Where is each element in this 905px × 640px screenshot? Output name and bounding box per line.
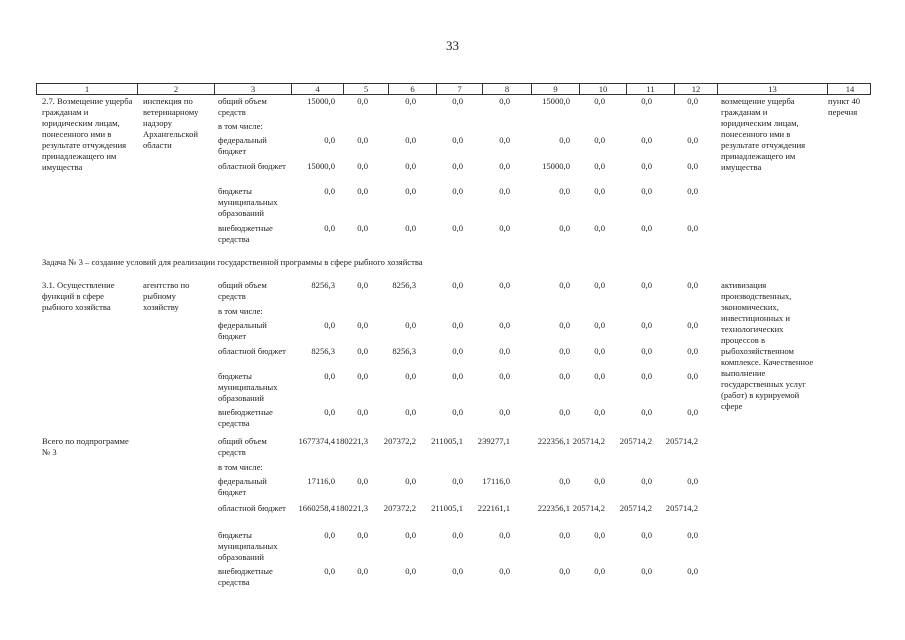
- funding-value: 0,0: [357, 280, 368, 290]
- executor: инспекция по ветеринарному надзору Архангельской области: [143, 96, 199, 150]
- measure-name: Всего по подпрограмме № 3: [42, 436, 129, 457]
- funding-value: 205714,2: [619, 436, 652, 446]
- column-header-10: 10: [579, 84, 626, 94]
- funding-value: 0,0: [405, 96, 416, 106]
- funding-value: 0,0: [452, 96, 463, 106]
- funding-source: федеральный бюджет: [218, 320, 267, 341]
- funding-value: 8256,3: [392, 280, 416, 290]
- funding-value: 222161,1: [477, 503, 510, 513]
- expected-result: активизация производственных, экономических, инвестиционных и технологических процессов в рыбохозяйственном комплексе. Качественное выполнение государственных услуг (работ) в курируемой сфере: [721, 280, 814, 411]
- funding-value: 0,0: [687, 476, 698, 486]
- funding-value: 0,0: [324, 407, 335, 417]
- funding-value: 0,0: [452, 161, 463, 171]
- funding-value: 0,0: [594, 186, 605, 196]
- table-header-row: [36, 83, 871, 95]
- funding-value: 0,0: [405, 135, 416, 145]
- column-header-6: 6: [388, 84, 436, 94]
- funding-value: 0,0: [687, 186, 698, 196]
- funding-source: федеральный бюджет: [218, 135, 267, 156]
- funding-value: 0,0: [452, 320, 463, 330]
- funding-value: 0,0: [687, 223, 698, 233]
- funding-value: 0,0: [594, 96, 605, 106]
- task-heading: Задача № 3 – создание условий для реализации государственной программы в сфере рыбного хозяйства: [42, 257, 423, 267]
- funding-value: 0,0: [357, 346, 368, 356]
- funding-value: 0,0: [559, 566, 570, 576]
- column-header-9: 9: [531, 84, 579, 94]
- funding-value: 0,0: [641, 346, 652, 356]
- funding-value: 0,0: [641, 407, 652, 417]
- funding-value: 0,0: [452, 407, 463, 417]
- expected-result: возмещение ущерба гражданам и юридическим лицам, понесенного ими в результате отчуждения принадлежащего им имущества: [721, 96, 806, 172]
- funding-value: 0,0: [499, 566, 510, 576]
- funding-value: 0,0: [324, 530, 335, 540]
- funding-value: 0,0: [499, 186, 510, 196]
- funding-value: 0,0: [357, 476, 368, 486]
- funding-value: 0,0: [357, 223, 368, 233]
- funding-value: 0,0: [641, 320, 652, 330]
- funding-source: общий объем средств: [218, 436, 267, 457]
- funding-value: 0,0: [594, 320, 605, 330]
- funding-value: 205714,2: [665, 436, 698, 446]
- funding-value: 0,0: [452, 476, 463, 486]
- funding-value: 0,0: [452, 135, 463, 145]
- funding-value: 0,0: [499, 407, 510, 417]
- funding-value: 0,0: [452, 530, 463, 540]
- funding-value: 17116,0: [482, 476, 510, 486]
- funding-value: 0,0: [324, 186, 335, 196]
- funding-value: 0,0: [559, 320, 570, 330]
- funding-value: 0,0: [559, 530, 570, 540]
- funding-value: 0,0: [687, 371, 698, 381]
- funding-value: 0,0: [594, 530, 605, 540]
- funding-value: 0,0: [405, 223, 416, 233]
- funding-value: 0,0: [452, 346, 463, 356]
- funding-value: 205714,2: [665, 503, 698, 513]
- funding-value: 0,0: [594, 371, 605, 381]
- funding-value: 0,0: [687, 407, 698, 417]
- funding-value: 0,0: [641, 223, 652, 233]
- funding-value: 0,0: [559, 407, 570, 417]
- funding-value: 0,0: [499, 161, 510, 171]
- column-header-3: 3: [214, 84, 291, 94]
- funding-source: общий объем средств: [218, 280, 267, 301]
- funding-value: 207372,2: [383, 436, 416, 446]
- funding-value: 0,0: [499, 96, 510, 106]
- column-header-14: 14: [827, 84, 872, 94]
- funding-source: внебюджетные средства: [218, 407, 273, 428]
- funding-value: 0,0: [324, 371, 335, 381]
- funding-value: 180221,3: [335, 503, 368, 513]
- funding-value: 0,0: [499, 320, 510, 330]
- funding-value: 0,0: [452, 280, 463, 290]
- funding-source: в том числе:: [218, 121, 263, 131]
- funding-source: в том числе:: [218, 306, 263, 316]
- funding-value: 180221,3: [335, 436, 368, 446]
- funding-value: 205714,2: [619, 503, 652, 513]
- funding-source: общий объем средств: [218, 96, 267, 117]
- funding-value: 239277,1: [477, 436, 510, 446]
- funding-value: 0,0: [452, 566, 463, 576]
- column-header-5: 5: [343, 84, 388, 94]
- column-header-1: 1: [84, 84, 90, 94]
- funding-value: 0,0: [641, 161, 652, 171]
- funding-value: 0,0: [594, 223, 605, 233]
- funding-value: 0,0: [324, 320, 335, 330]
- funding-value: 0,0: [641, 530, 652, 540]
- funding-value: 0,0: [405, 530, 416, 540]
- funding-value: 0,0: [687, 96, 698, 106]
- funding-value: 0,0: [687, 280, 698, 290]
- funding-value: 0,0: [405, 566, 416, 576]
- funding-value: 0,0: [594, 346, 605, 356]
- funding-value: 0,0: [499, 530, 510, 540]
- funding-value: 0,0: [641, 476, 652, 486]
- funding-value: 0,0: [594, 566, 605, 576]
- column-header-13: 13: [717, 84, 827, 94]
- measure-name: 3.1. Осуществление функций в сфере рыбного хозяйства: [42, 280, 115, 312]
- funding-value: 17116,0: [307, 476, 335, 486]
- funding-value: 15000,0: [307, 96, 335, 106]
- funding-source: внебюджетные средства: [218, 566, 273, 587]
- page-number: 33: [446, 38, 459, 53]
- funding-source: областной бюджет: [218, 346, 286, 356]
- funding-value: 0,0: [452, 223, 463, 233]
- funding-value: 15000,0: [307, 161, 335, 171]
- funding-value: 0,0: [559, 135, 570, 145]
- funding-value: 0,0: [687, 346, 698, 356]
- funding-value: 207372,2: [383, 503, 416, 513]
- funding-value: 0,0: [641, 186, 652, 196]
- funding-value: 0,0: [687, 320, 698, 330]
- column-header-7: 7: [436, 84, 482, 94]
- funding-value: 0,0: [559, 280, 570, 290]
- funding-value: 0,0: [357, 96, 368, 106]
- note: пункт 40 перечня: [828, 96, 861, 117]
- funding-value: 0,0: [499, 280, 510, 290]
- funding-value: 0,0: [357, 371, 368, 381]
- funding-value: 0,0: [357, 186, 368, 196]
- funding-value: 0,0: [499, 223, 510, 233]
- funding-value: 0,0: [641, 96, 652, 106]
- funding-value: 0,0: [687, 530, 698, 540]
- funding-value: 8256,3: [311, 346, 335, 356]
- funding-value: 0,0: [357, 161, 368, 171]
- funding-value: 205714,2: [572, 503, 605, 513]
- funding-value: 0,0: [594, 476, 605, 486]
- funding-value: 0,0: [405, 407, 416, 417]
- measure-name: 2.7. Возмещение ущерба гражданам и юридическим лицам, понесенного ими в результате отчуждения принадлежащего им имущества: [42, 96, 133, 172]
- funding-value: 1677374,4: [298, 436, 335, 446]
- funding-value: 0,0: [357, 407, 368, 417]
- funding-value: 0,0: [641, 135, 652, 145]
- funding-value: 0,0: [559, 346, 570, 356]
- funding-value: 15000,0: [542, 96, 570, 106]
- funding-source: федеральный бюджет: [218, 476, 267, 497]
- column-header-8: 8: [482, 84, 531, 94]
- funding-source: внебюджетные средства: [218, 223, 273, 244]
- funding-value: 0,0: [559, 476, 570, 486]
- funding-value: 0,0: [687, 161, 698, 171]
- funding-value: 0,0: [687, 135, 698, 145]
- funding-value: 1660258,4: [298, 503, 335, 513]
- funding-value: 0,0: [405, 186, 416, 196]
- executor: агентство по рыбному хозяйству: [143, 280, 190, 312]
- funding-value: 0,0: [405, 320, 416, 330]
- funding-value: 0,0: [452, 186, 463, 196]
- funding-value: 0,0: [357, 530, 368, 540]
- funding-value: 0,0: [324, 566, 335, 576]
- funding-value: 222356,1: [537, 436, 570, 446]
- funding-source: областной бюджет: [218, 161, 286, 171]
- funding-value: 0,0: [594, 135, 605, 145]
- column-header-4: 4: [291, 84, 343, 94]
- funding-value: 0,0: [499, 135, 510, 145]
- funding-value: 8256,3: [392, 346, 416, 356]
- funding-value: 8256,3: [311, 280, 335, 290]
- funding-source: в том числе:: [218, 462, 263, 472]
- funding-source: областной бюджет: [218, 503, 286, 513]
- funding-source: бюджеты муниципальных образований: [218, 371, 278, 403]
- funding-value: 205714,2: [572, 436, 605, 446]
- funding-value: 0,0: [687, 566, 698, 576]
- funding-value: 0,0: [452, 371, 463, 381]
- funding-value: 222356,1: [537, 503, 570, 513]
- funding-value: 0,0: [594, 161, 605, 171]
- funding-source: бюджеты муниципальных образований: [218, 186, 278, 218]
- funding-value: 0,0: [405, 371, 416, 381]
- funding-value: 0,0: [594, 407, 605, 417]
- funding-value: 0,0: [357, 135, 368, 145]
- funding-source: бюджеты муниципальных образований: [218, 530, 278, 562]
- funding-value: 0,0: [357, 320, 368, 330]
- column-header-2: 2: [137, 84, 214, 94]
- funding-value: 0,0: [405, 161, 416, 171]
- funding-value: 0,0: [594, 280, 605, 290]
- column-header-12: 12: [674, 84, 717, 94]
- funding-value: 0,0: [405, 476, 416, 486]
- funding-value: 211005,1: [431, 503, 463, 513]
- funding-value: 0,0: [559, 186, 570, 196]
- funding-value: 0,0: [499, 346, 510, 356]
- funding-value: 0,0: [641, 371, 652, 381]
- funding-value: 0,0: [324, 223, 335, 233]
- funding-value: 211005,1: [431, 436, 463, 446]
- funding-value: 0,0: [641, 280, 652, 290]
- funding-value: 15000,0: [542, 161, 570, 171]
- funding-value: 0,0: [559, 223, 570, 233]
- column-header-11: 11: [626, 84, 674, 94]
- funding-value: 0,0: [357, 566, 368, 576]
- funding-value: 0,0: [499, 371, 510, 381]
- funding-value: 0,0: [559, 371, 570, 381]
- funding-value: 0,0: [324, 135, 335, 145]
- funding-value: 0,0: [641, 566, 652, 576]
